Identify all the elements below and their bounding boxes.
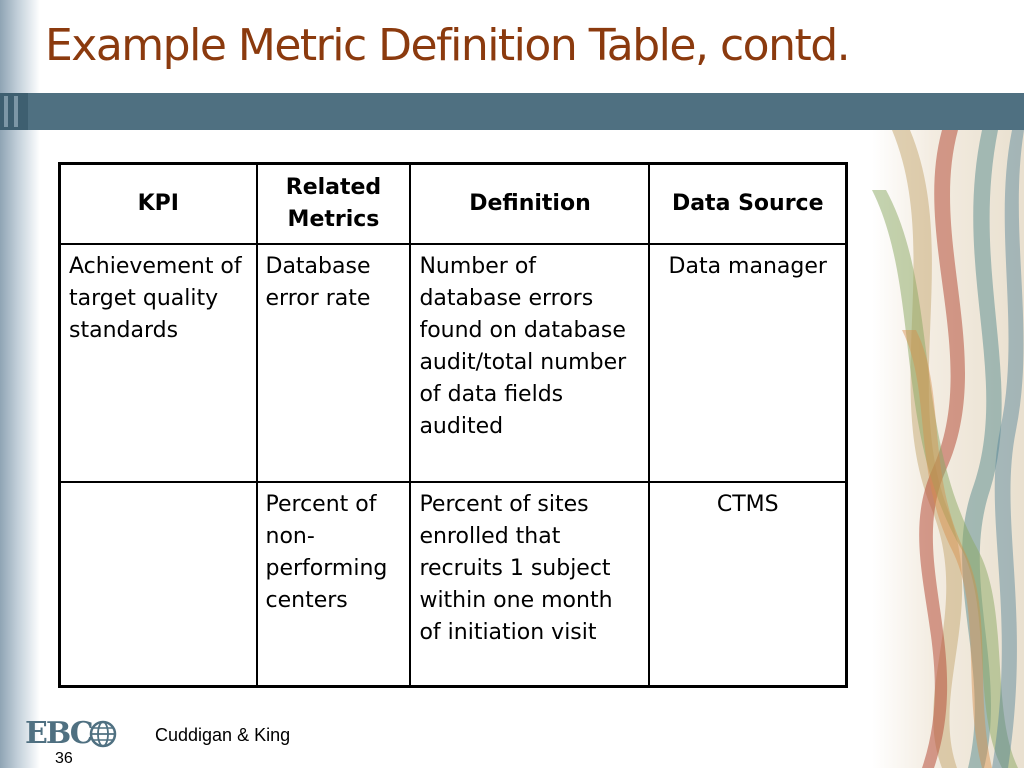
metric-definition-table bbox=[58, 162, 848, 688]
logo-text: EBC bbox=[25, 716, 92, 751]
cell-kpi bbox=[60, 482, 257, 687]
globe-icon bbox=[89, 720, 117, 748]
title-bar-notch bbox=[4, 96, 8, 127]
table-header-row bbox=[60, 164, 847, 245]
cell-definition: Percent of sites enrolled that recruits 1 subject within one month of initiation visit bbox=[410, 482, 649, 687]
ebc-logo bbox=[25, 716, 121, 754]
page-number: 36 bbox=[55, 750, 73, 767]
cell-data-source: Data manager bbox=[649, 244, 846, 482]
table-row bbox=[60, 244, 847, 482]
header-kpi: KPI bbox=[60, 164, 257, 245]
cell-related-metric: Database error rate bbox=[257, 244, 411, 482]
cell-data-source: CTMS bbox=[649, 482, 846, 687]
header-related-metrics: Related Metrics bbox=[257, 164, 411, 245]
ribbon-art bbox=[872, 130, 1024, 768]
cell-kpi: Achievement of target quality standards bbox=[60, 244, 257, 482]
title-bar-notch bbox=[14, 96, 18, 127]
title-bar bbox=[0, 93, 1024, 130]
slide-title: Example Metric Definition Table, contd. bbox=[45, 20, 850, 71]
header-data-source: Data Source bbox=[649, 164, 846, 245]
cell-related-metric: Percent of non-performing centers bbox=[257, 482, 411, 687]
table-row bbox=[60, 482, 847, 687]
cell-definition: Number of database errors found on database audit/total number of data fields audited bbox=[410, 244, 649, 482]
footer-credit: Cuddigan & King bbox=[155, 725, 291, 745]
header-definition: Definition bbox=[410, 164, 649, 245]
